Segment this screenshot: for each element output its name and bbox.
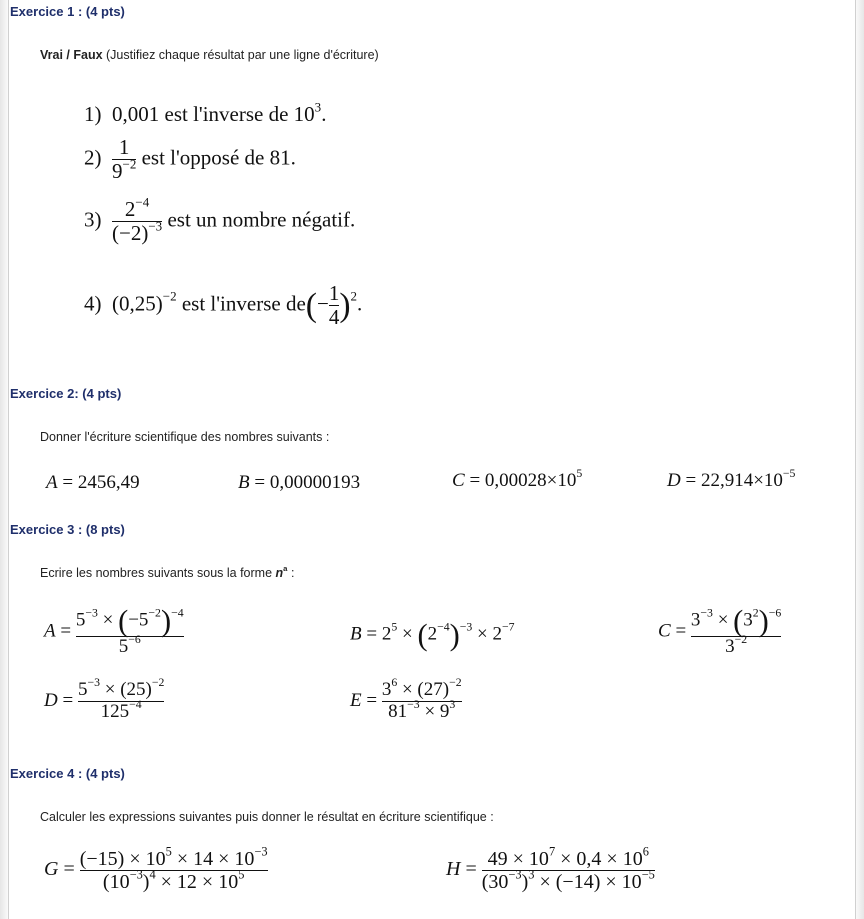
ex4-expression-g: G = $\frac{(-15) \times 10^5 \times 14 \times 10^{-3}}{(10^{-3})^4 \times 12 \times 10^5}$: [44, 844, 268, 893]
ex3-expression-c: C = $\frac{3^{-3} \times (3^2)^{-6}}{3^{-2}}$: [658, 604, 782, 658]
justify-note: (Justifiez chaque résultat par une ligne d'écriture): [106, 48, 379, 62]
ex4-expression-h: H = $\frac{49 \times 10^7 \times 0,4 \times 10^6}{(30^{-3})^3 \times (-14) \times 10^{-5}}$: [446, 844, 655, 893]
exercise-2-title: Exercice 2: (4 pts): [10, 386, 122, 401]
exercise-1-instruction: [40, 48, 379, 62]
exercise-2-instruction: Donner l'écriture scientifique des nombres suivants :: [40, 430, 330, 444]
page-shadow-left: [0, 0, 9, 919]
ex1-item-3: 3) $\frac{2^{-4}}{(-2)^{-3}}$ est un nombre négatif.: [84, 194, 356, 246]
exercise-3-title: Exercice 3 : (8 pts): [10, 522, 125, 537]
ex3-expression-e: E = $\frac{3^6 \times (27)^{-2}}{81^{-3} \times 9^3}$: [350, 676, 462, 722]
exercise-4-title: Exercice 4 : (4 pts): [10, 766, 125, 781]
ex3-expression-b: $B = 2^5 \times (2^{-4})^{-3} \times 2^{-7}$: [350, 618, 515, 652]
page-shadow-right: [855, 0, 864, 919]
true-false-label: Vrai / Faux: [40, 48, 103, 62]
exercise-3-instruction: Ecrire les nombres suivants sous la forme $n^a$ :: [40, 564, 295, 580]
ex2-number-c: $C = 0,00028\times 10^5$: [452, 467, 583, 491]
ex2-number-b: B = 0,00000193: [238, 472, 361, 493]
ex3-expression-a: A = $\frac{5^{-3} \times (-5^{-2})^{-4}}{5^{-6}}$: [44, 604, 184, 658]
exercise-1-title: Exercice 1 : (4 pts): [10, 4, 125, 19]
ex1-item-1: 1) 0,001 est l'inverse de $10^3$.: [84, 99, 327, 126]
ex2-number-a: A = 2456,49: [46, 472, 140, 493]
ex1-item-4: 4) $(0,25)^{-2}$ est l'inverse de(− $\frac{1}{4}$ )$^2$.: [84, 281, 363, 330]
ex2-number-d: $D = 22,914\times 10^{-5}$: [667, 467, 796, 491]
exercise-4-instruction: Calculer les expressions suivantes puis donner le résultat en écriture scientifique :: [40, 810, 494, 824]
ex3-expression-d: D = $\frac{5^{-3} \times (25)^{-2}}{125^{-4}}$: [44, 676, 165, 722]
ex1-item-2: 2) $\frac{1}{9^{-2}}$ est l'opposé de 81.: [84, 135, 296, 184]
